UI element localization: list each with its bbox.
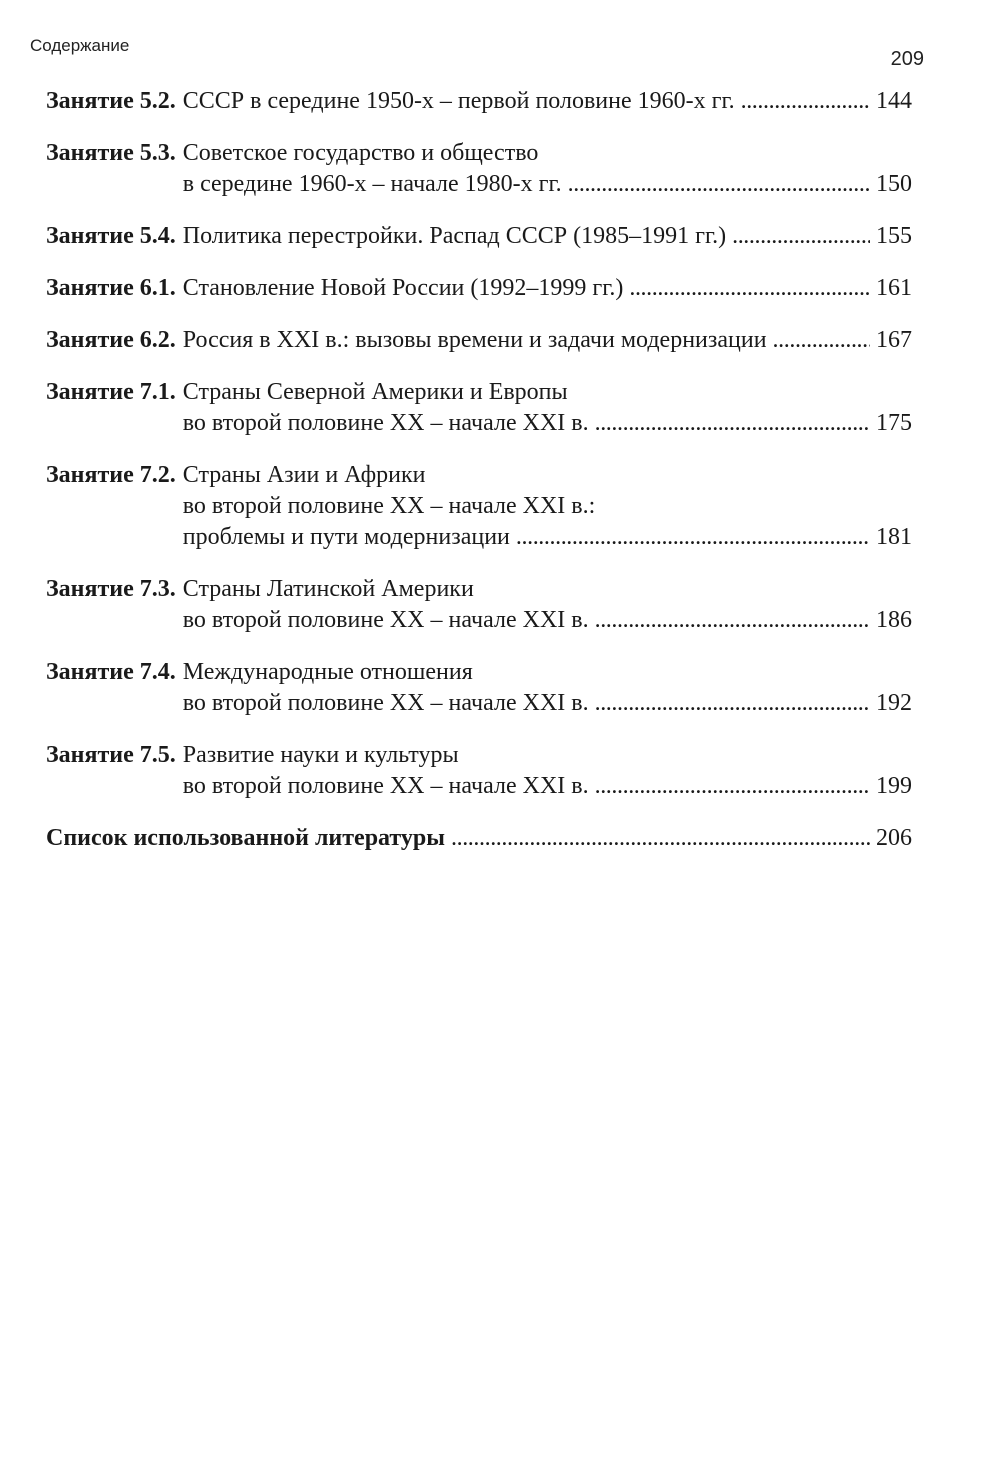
toc-entry-6-2[interactable] — [46, 325, 912, 356]
toc-entry-title-line: проблемы и пути модернизации — [182, 524, 510, 550]
toc-entry-page: 199 — [876, 773, 912, 799]
toc-entry-page: 144 — [876, 88, 912, 114]
toc-entry-page: 155 — [876, 223, 912, 249]
toc-entry-page: 161 — [876, 275, 912, 301]
toc-entry-7-1[interactable] — [46, 377, 912, 439]
toc-entry-label: Занятие 5.2. — [46, 88, 176, 114]
toc-entry-title-line: Страны Азии и Африки — [182, 462, 426, 488]
toc-entry-title-line: Становление Новой России (1992–1999 гг.) — [182, 275, 624, 301]
dot-leader — [595, 408, 870, 439]
toc-entry-title-line: в середине 1960-х – начале 1980-х гг. — [182, 171, 562, 197]
toc-entry-page: 150 — [876, 171, 912, 197]
bibliography-title: Список использованной литературы — [46, 825, 445, 851]
toc-entry-label: Занятие 7.3. — [46, 576, 176, 602]
toc-entry-title-line: Страны Латинской Америки — [182, 576, 474, 602]
toc-entry-label: Занятие 7.5. — [46, 742, 176, 768]
table-of-contents — [46, 86, 912, 875]
toc-entry-label: Занятие 5.4. — [46, 223, 176, 249]
toc-entry-label: Занятие 7.2. — [46, 462, 176, 488]
dot-leader — [451, 823, 870, 854]
toc-entry-title-line: во второй половине XX – начале XXI в. — [182, 410, 589, 436]
toc-entry-5-3[interactable] — [46, 138, 912, 200]
toc-entry-page: 192 — [876, 690, 912, 716]
toc-entry-7-3[interactable] — [46, 574, 912, 636]
toc-entry-page: 186 — [876, 607, 912, 633]
toc-entry-7-2[interactable] — [46, 460, 912, 553]
dot-leader — [516, 522, 870, 553]
toc-entry-title-line: Развитие науки и культуры — [182, 742, 459, 768]
toc-entry-7-4[interactable] — [46, 657, 912, 719]
toc-entry-label: Занятие 7.1. — [46, 379, 176, 405]
toc-entry-5-2[interactable] — [46, 86, 912, 117]
toc-entry-label: Занятие 5.3. — [46, 140, 176, 166]
toc-entry-title-line: Страны Северной Америки и Европы — [182, 379, 568, 405]
toc-entry-page: 167 — [876, 327, 912, 353]
bibliography-page: 206 — [876, 825, 912, 851]
toc-entry-title-line: Политика перестройки. Распад СССР (1985–1991 гг.) — [182, 223, 727, 249]
dot-leader — [629, 273, 870, 304]
toc-entry-label: Занятие 6.2. — [46, 327, 176, 353]
dot-leader — [595, 688, 870, 719]
toc-entry-title-line: во второй половине XX – начале XXI в. — [182, 773, 589, 799]
toc-entry-6-1[interactable] — [46, 273, 912, 304]
toc-entry-title-line: СССР в середине 1950-х – первой половине 1960-х гг. — [182, 88, 735, 114]
dot-leader — [773, 325, 870, 356]
toc-entry-title-line: во второй половине XX – начале XXI в. — [182, 690, 589, 716]
toc-entry-label: Занятие 6.1. — [46, 275, 176, 301]
dot-leader — [595, 771, 870, 802]
toc-entry-title-line: во второй половине XX – начале XXI в.: — [182, 493, 596, 519]
toc-entry-page: 175 — [876, 410, 912, 436]
toc-entry-label: Занятие 7.4. — [46, 659, 176, 685]
dot-leader — [732, 221, 870, 252]
dot-leader — [568, 169, 870, 200]
toc-entry-page: 181 — [876, 524, 912, 550]
page-number: 209 — [890, 48, 924, 70]
toc-entry-7-5[interactable] — [46, 740, 912, 802]
running-head: Содержание — [30, 36, 130, 55]
toc-entry-bibliography[interactable] — [46, 823, 912, 854]
toc-entry-title-line: Советское государство и общество — [182, 140, 539, 166]
dot-leader — [595, 605, 870, 636]
dot-leader — [741, 86, 870, 117]
toc-entry-title-line: Россия в XXI в.: вызовы времени и задачи модернизации — [182, 327, 767, 353]
toc-entry-5-4[interactable] — [46, 221, 912, 252]
toc-entry-title-line: Международные отношения — [182, 659, 473, 685]
toc-entry-title-line: во второй половине XX – начале XXI в. — [182, 607, 589, 633]
